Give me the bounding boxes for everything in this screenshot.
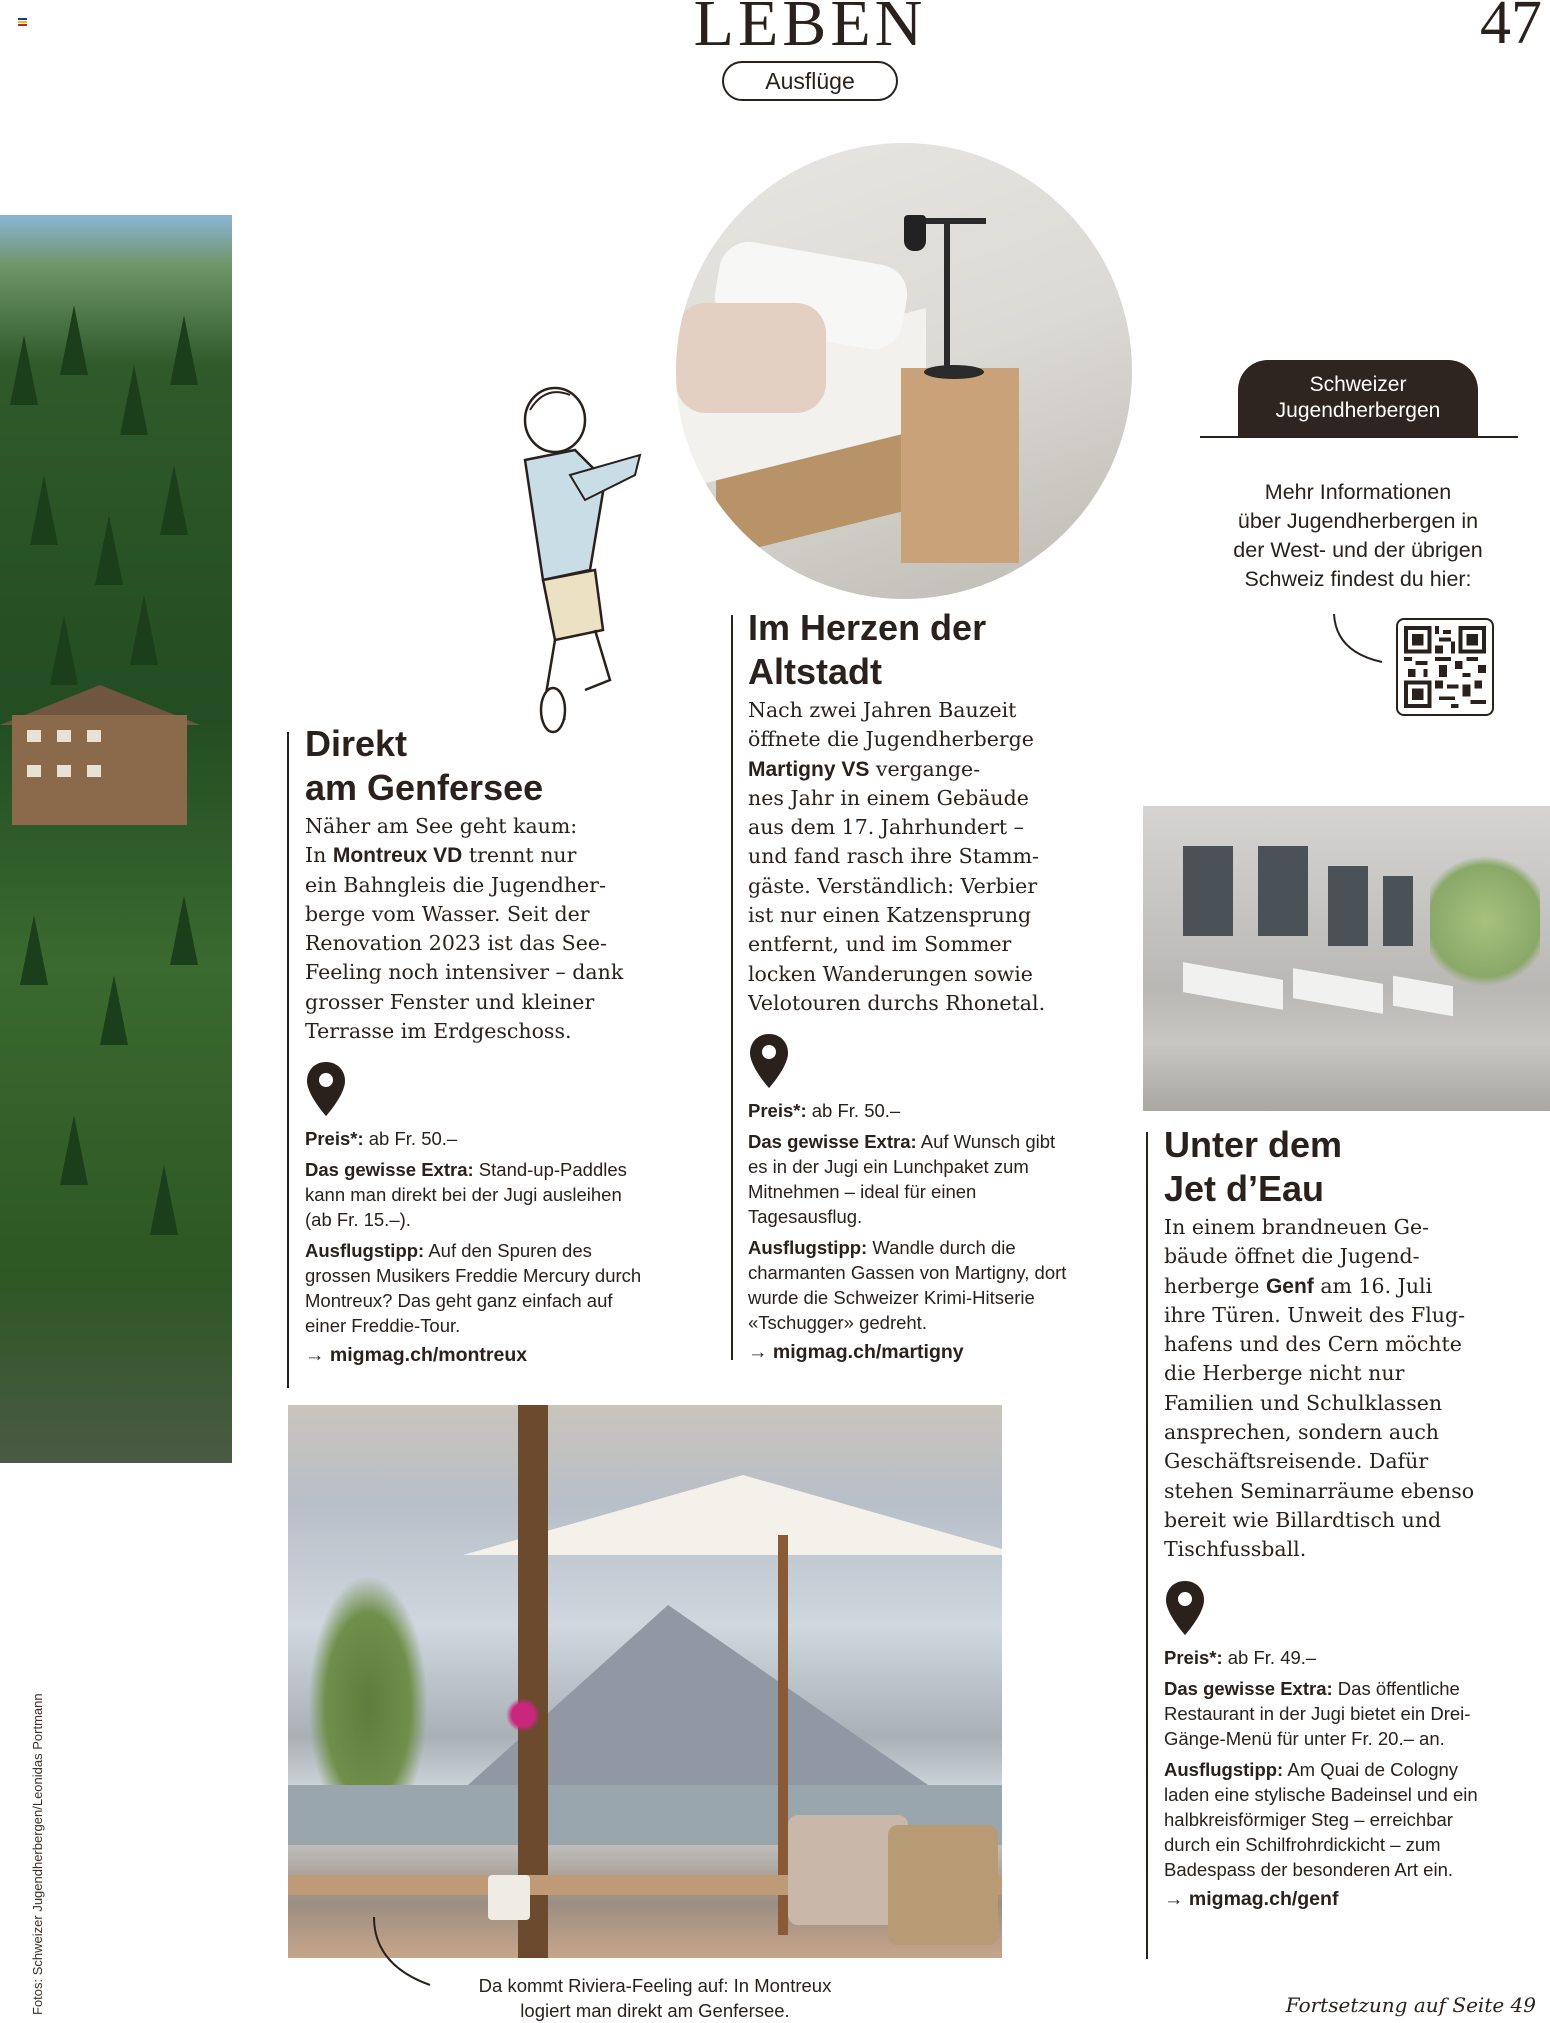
body-line: Velotouren durchs Rhonetal. <box>748 990 1046 1015</box>
price-line: Preis*: ab Fr. 50.– <box>748 1100 901 1122</box>
body-line: Renovation 2023 ist das See- <box>305 931 607 956</box>
body-line: Feeling noch intensiver – dank <box>305 960 624 985</box>
subsection-pill: Ausflüge <box>722 61 898 101</box>
body-text <box>305 812 645 1046</box>
tip-line: Ausflugstipp: Am Quai de Cologny laden eine stylische Badeinsel und ein halbkreisförmiger Steg – erreichbar durch ein Schilfrohrdickicht – zum Badespass der besonderen Art ein. <box>1164 1758 1478 1880</box>
price-line: Preis*: ab Fr. 50.– <box>305 1128 458 1150</box>
headline: Im Herzen der Altstadt <box>748 607 987 692</box>
body-line: entfernt, und im Sommer <box>748 932 1012 957</box>
body-line: In Montreux VD trennt nur <box>305 843 577 868</box>
body-line: stehen Seminarräume ebenso <box>1164 1478 1475 1503</box>
body-line: Martigny VS vergange- <box>748 756 981 781</box>
body-line: bäude öffnet die Jugend- <box>1164 1244 1420 1269</box>
article-martigny <box>748 606 1068 1364</box>
body-line: öffnete die Jugendherberge <box>748 727 1034 752</box>
location-pin-icon <box>305 1060 347 1118</box>
body-line: nes Jahr in einem Gebäude <box>748 785 1029 810</box>
price-line: Preis*: ab Fr. 49.– <box>1164 1646 1317 1668</box>
genf-link[interactable]: → migmag.ch/genf <box>1164 1887 1339 1910</box>
body-line: Tischfussball. <box>1164 1537 1307 1562</box>
body-line: grosser Fenster und kleiner <box>305 989 595 1014</box>
article-rule <box>1146 1132 1148 1959</box>
bedroom-photo <box>676 143 1132 599</box>
article-rule <box>731 615 733 1360</box>
tip-line: Ausflugstipp: Auf den Spuren des grossen Musikers Freddie Mercury durch Montreux? Das geht ganz einfach auf einer Freddie-Tour. <box>305 1240 642 1337</box>
article-genf <box>1164 1123 1484 1911</box>
body-line: Terrasse im Erdgeschoss. <box>305 1019 572 1044</box>
body-line: locken Wanderungen sowie <box>748 961 1033 986</box>
photo-credit: Fotos: Schweizer Jugendherbergen/Leonidas Portmann <box>30 1693 45 2015</box>
extra-line: Das gewisse Extra: Auf Wunsch gibt es in der Jugi ein Lunchpaket zum Mitnehmen – ideal für einen Tagesausflug. <box>748 1131 1056 1228</box>
boy-illustration <box>515 380 655 740</box>
hostels-tab: Schweizer Jugendherbergen <box>1238 360 1478 438</box>
location-pin-icon <box>1164 1579 1206 1637</box>
body-line: aus dem 17. Jahrhundert – <box>748 815 1024 840</box>
photo-caption: Da kommt Riviera-Feeling auf: In Montreux logiert man direkt am Genfersee. <box>478 1975 832 2021</box>
flag-icon <box>18 18 27 25</box>
extra-line: Das gewisse Extra: Stand-up-Paddles kann man direkt bei der Jugi ausleihen (ab Fr. 15.–). <box>305 1159 627 1231</box>
body-line: Nach zwei Jahren Bauzeit <box>748 698 1017 722</box>
martigny-link[interactable]: → migmag.ch/martigny <box>748 1341 964 1364</box>
location-pin-icon <box>748 1032 790 1090</box>
body-line: Geschäftsreisende. Dafür <box>1164 1449 1429 1474</box>
body-line: ihre Türen. Unweit des Flug- <box>1164 1302 1466 1327</box>
geneva-hostel-photo <box>1143 806 1550 1111</box>
tip-line: Ausflugstipp: Wandle durch die charmanten Gassen von Martigny, dort wurde die Schweizer Krimi-Hitserie «Tschugger» gedreht. <box>748 1237 1067 1334</box>
extra-line: Das gewisse Extra: Das öffentliche Restaurant in der Jugi bietet ein Drei-Gänge-Menü für unter Fr. 20.– an. <box>1164 1677 1471 1749</box>
body-line: ist nur einen Katzensprung <box>748 903 1032 928</box>
body-line: bereit wie Billardtisch und <box>1164 1507 1442 1532</box>
headline: Direkt am Genfersee <box>305 723 544 808</box>
page-number: 47 <box>1480 0 1542 57</box>
body-text <box>748 696 1068 1018</box>
body-line: ein Bahngleis die Jugendher- <box>305 872 606 897</box>
body-text <box>1164 1213 1484 1565</box>
section-title: LEBEN <box>693 0 927 60</box>
pointer-line <box>1330 612 1390 666</box>
body-line: berge vom Wasser. Seit der <box>305 901 590 926</box>
body-line: gäste. Verständlich: Verbier <box>748 873 1038 898</box>
body-line: die Herberge nicht nur <box>1164 1361 1405 1386</box>
body-line: Familien und Schulklassen <box>1164 1390 1443 1415</box>
forest-chalet-photo <box>0 215 232 1463</box>
body-line: In einem brandneuen Ge- <box>1164 1215 1430 1239</box>
body-line: Näher am See geht kaum: <box>305 814 578 838</box>
montreux-link[interactable]: → migmag.ch/montreux <box>305 1344 528 1367</box>
more-info-text: Mehr Informationen über Jugendherbergen in der West- und der übrigen Schweiz findest du hier: <box>1233 480 1483 591</box>
article-montreux <box>305 722 645 1367</box>
body-line: ansprechen, sondern auch <box>1164 1420 1439 1445</box>
body-line: herberge Genf am 16. Juli <box>1164 1273 1433 1298</box>
montreux-terrace-photo <box>288 1405 1002 1958</box>
continuation-note: Fortsetzung auf Seite 49 <box>1285 1993 1536 2017</box>
qr-code-icon[interactable] <box>1396 618 1494 716</box>
body-line: und fand rasch ihre Stamm- <box>748 844 1039 869</box>
divider <box>1200 436 1518 438</box>
article-rule <box>287 732 289 1388</box>
headline: Unter dem Jet d’Eau <box>1164 1124 1343 1209</box>
body-line: hafens und des Cern möchte <box>1164 1332 1462 1357</box>
